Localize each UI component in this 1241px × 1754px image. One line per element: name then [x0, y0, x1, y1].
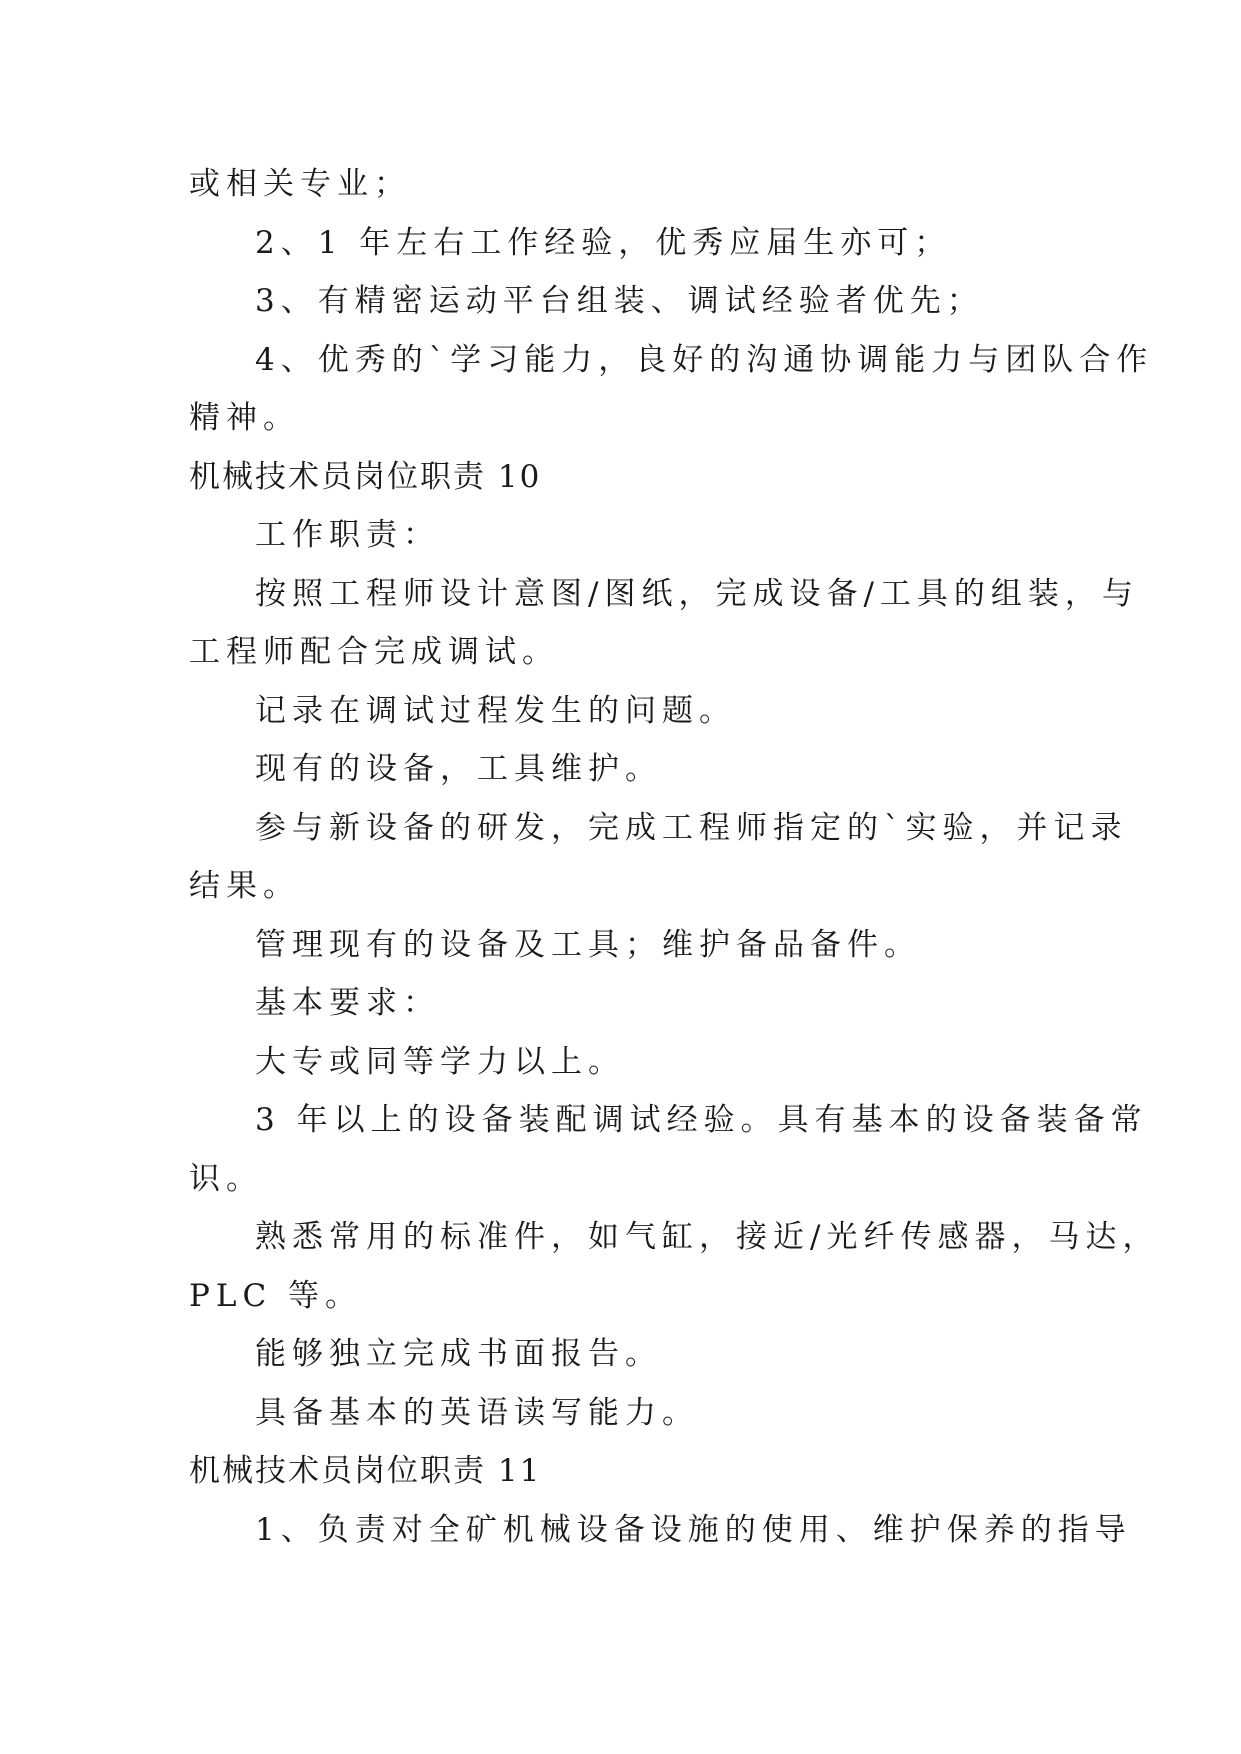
requirement-item: 能够独立完成书面报告。 — [255, 1336, 662, 1372]
requirement-item: 熟悉常用的标准件，如气缸，接近/光纤传感器，马达， — [255, 1219, 1160, 1255]
duty-item-1: 1、负责对全矿机械设备设施的使用、维护保养的指导 — [255, 1511, 1132, 1548]
continuation-line: 工程师配合完成调试。 — [189, 634, 559, 670]
requirement-item: 具备基本的英语读写能力。 — [255, 1394, 699, 1431]
duty-item: 管理现有的设备及工具；维护备品备件。 — [255, 926, 921, 963]
duty-item: 按照工程师设计意图/图纸，完成设备/工具的组装，与 — [255, 575, 1139, 612]
document-body — [189, 155, 1160, 1559]
section-heading-11: 机械技术员岗位职责 11 — [189, 1453, 542, 1489]
requirement-item: 大专或同等学力以上。 — [255, 1043, 625, 1080]
duty-item: 现有的设备，工具维护。 — [255, 751, 662, 787]
requirement-item-2: 2、1 年左右工作经验，优秀应届生亦可； — [255, 224, 952, 261]
requirements-label: 基本要求： — [255, 985, 440, 1021]
duty-item: 参与新设备的研发，完成工程师指定的`实验，并记录 — [255, 809, 1128, 846]
requirement-item-3: 3、有精密运动平台组装、调试经验者优先； — [255, 283, 984, 319]
requirement-item: 3 年以上的设备装配调试经验。具有基本的设备装备常 — [255, 1102, 1148, 1138]
continuation-line: 结果。 — [189, 868, 300, 904]
continuation-line: 或相关专业； — [189, 166, 411, 202]
continuation-line: 精神。 — [189, 400, 300, 436]
duties-label: 工作职责： — [255, 517, 440, 553]
duty-item: 记录在调试过程发生的问题。 — [255, 692, 736, 729]
requirement-item-4: 4、优秀的`学习能力，良好的沟通协调能力与团队合作 — [255, 341, 1154, 378]
continuation-line: 识。 — [189, 1160, 263, 1197]
section-heading-10: 机械技术员岗位职责 10 — [189, 458, 542, 495]
continuation-line: PLC 等。 — [189, 1277, 363, 1314]
